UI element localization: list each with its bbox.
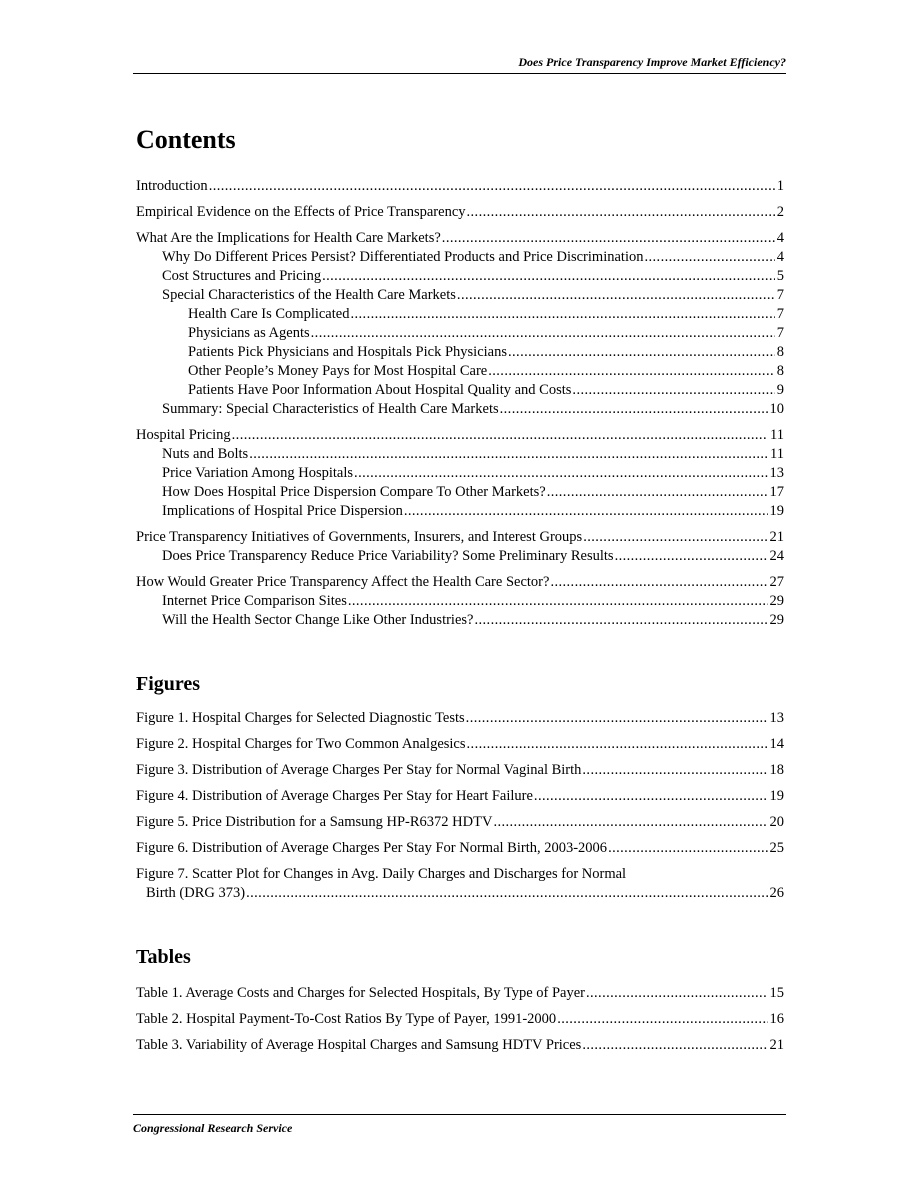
toc-entry[interactable]: Table 3. Variability of Average Hospital Charges and Samsung HDTV Prices ..... 21 bbox=[136, 1036, 784, 1055]
toc-entry[interactable]: Price Variation Among Hospitals ..... 13 bbox=[136, 464, 784, 483]
toc-entry[interactable]: Table 2. Hospital Payment-To-Cost Ratios By Type of Payer, 1991-2000 ..... 16 bbox=[136, 1010, 784, 1029]
toc-entry[interactable]: Table 1. Average Costs and Charges for Selected Hospitals, By Type of Payer ..... 15 bbox=[136, 984, 784, 1003]
toc-entry[interactable]: Figure 2. Hospital Charges for Two Common Analgesics ..... 14 bbox=[136, 735, 784, 754]
toc-entry[interactable]: Hospital Pricing ..... 11 bbox=[136, 426, 784, 445]
toc-entry[interactable]: Figure 3. Distribution of Average Charges Per Stay for Normal Vaginal Birth ..... 18 bbox=[136, 761, 784, 780]
running-header: Does Price Transparency Improve Market Efficiency? bbox=[133, 55, 786, 74]
figures-heading: Figures bbox=[136, 673, 201, 695]
toc-entry[interactable]: Does Price Transparency Reduce Price Variability? Some Preliminary Results ..... 24 bbox=[136, 547, 784, 566]
toc-entry[interactable]: Figure 7. Scatter Plot for Changes in Avg. Daily Charges and Discharges for Normal Birth (DRG 373) ..... 26 bbox=[136, 865, 784, 903]
figures-list bbox=[136, 709, 784, 903]
tables-heading: Tables bbox=[136, 946, 191, 968]
toc-entry[interactable]: Price Transparency Initiatives of Governments, Insurers, and Interest Groups ..... 21 bbox=[136, 528, 784, 547]
toc-entry[interactable]: Patients Have Poor Information About Hospital Quality and Costs ..... 9 bbox=[136, 381, 784, 400]
toc-entry[interactable]: How Does Hospital Price Dispersion Compare To Other Markets? ..... 17 bbox=[136, 483, 784, 502]
toc-entry[interactable]: Patients Pick Physicians and Hospitals Pick Physicians ..... 8 bbox=[136, 343, 784, 362]
tables-list bbox=[136, 984, 784, 1055]
toc-entry[interactable]: Summary: Special Characteristics of Health Care Markets ..... 10 bbox=[136, 400, 784, 419]
toc-entry[interactable]: Figure 5. Price Distribution for a Samsung HP-R6372 HDTV ..... 20 bbox=[136, 813, 784, 832]
toc-entry[interactable]: Nuts and Bolts ..... 11 bbox=[136, 445, 784, 464]
toc-entry[interactable]: Empirical Evidence on the Effects of Price Transparency ..... 2 bbox=[136, 203, 784, 222]
toc-entry[interactable]: Health Care Is Complicated ..... 7 bbox=[136, 305, 784, 324]
toc-entry[interactable]: Introduction ..... 1 bbox=[136, 177, 784, 196]
toc-entry[interactable]: Cost Structures and Pricing ..... 5 bbox=[136, 267, 784, 286]
toc-entry[interactable]: Figure 4. Distribution of Average Charges Per Stay for Heart Failure ..... 19 bbox=[136, 787, 784, 806]
toc-entry[interactable]: Physicians as Agents ..... 7 bbox=[136, 324, 784, 343]
toc-entry[interactable]: Figure 6. Distribution of Average Charges Per Stay For Normal Birth, 2003-2006 ..... 25 bbox=[136, 839, 784, 858]
toc-entry[interactable]: How Would Greater Price Transparency Affect the Health Care Sector? ..... 27 bbox=[136, 573, 784, 592]
toc-entry[interactable]: Internet Price Comparison Sites ..... 29 bbox=[136, 592, 784, 611]
toc-entry[interactable]: Figure 1. Hospital Charges for Selected Diagnostic Tests ..... 13 bbox=[136, 709, 784, 728]
running-footer: Congressional Research Service bbox=[133, 1114, 786, 1136]
contents-heading: Contents bbox=[136, 125, 236, 154]
toc-entry[interactable]: Will the Health Sector Change Like Other Industries? ..... 29 bbox=[136, 611, 784, 630]
toc-entry[interactable]: Other People’s Money Pays for Most Hospital Care ..... 8 bbox=[136, 362, 784, 381]
toc-entry[interactable]: What Are the Implications for Health Care Markets? ..... 4 bbox=[136, 229, 784, 248]
contents-list bbox=[136, 177, 784, 630]
toc-entry[interactable]: Implications of Hospital Price Dispersion ..... 19 bbox=[136, 502, 784, 521]
toc-entry[interactable]: Why Do Different Prices Persist? Differentiated Products and Price Discrimination ..... 4 bbox=[136, 248, 784, 267]
toc-entry[interactable]: Special Characteristics of the Health Care Markets ..... 7 bbox=[136, 286, 784, 305]
